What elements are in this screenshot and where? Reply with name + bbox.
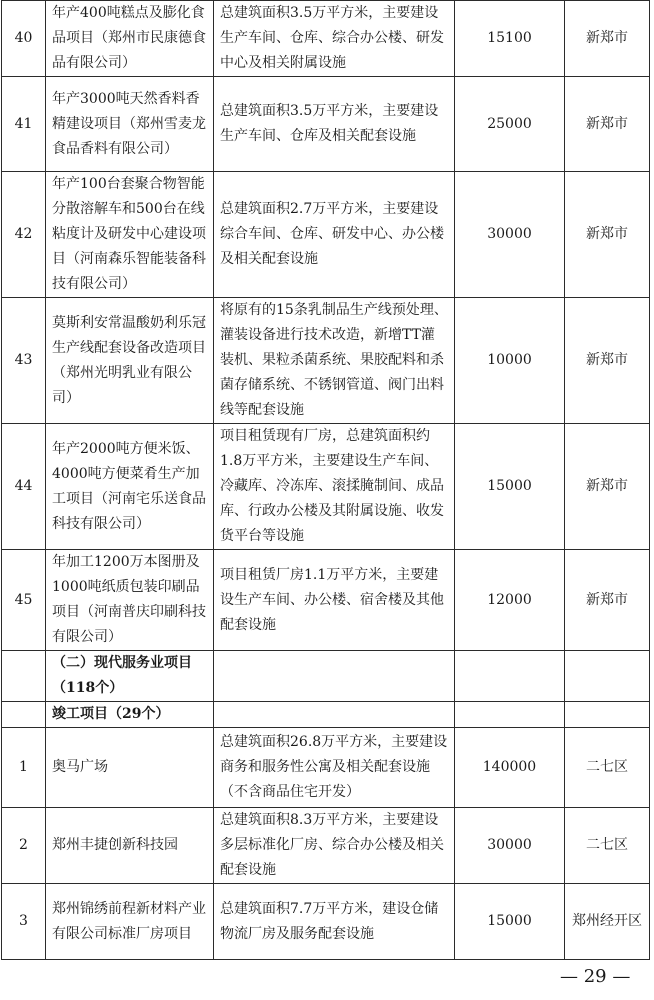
table-row [2, 77, 650, 172]
table-row [2, 884, 650, 960]
project-description: 总建筑面积3.5万平方米，主要建设生产车间、仓库、综合办公楼、研发中心及相关附属设施 [214, 1, 455, 77]
project-location: 新郑市 [565, 424, 650, 550]
project-name: 莫斯利安常温酸奶利乐冠生产线配套设备改造项目（郑州光明乳业有限公司） [46, 298, 214, 424]
project-name: 年产3000吨天然香料香精建设项目（郑州雪麦龙食品香料有限公司） [46, 77, 214, 172]
project-name: 郑州锦绣前程新材料产业有限公司标准厂房项目 [46, 884, 214, 960]
table-row [2, 808, 650, 884]
investment-amount: 30000 [455, 808, 565, 884]
section-empty-cell [214, 651, 455, 702]
project-name: 奥马广场 [46, 728, 214, 808]
table-row [2, 1, 650, 77]
investment-amount: 12000 [455, 550, 565, 651]
project-name: 郑州丰捷创新科技园 [46, 808, 214, 884]
investment-amount: 10000 [455, 298, 565, 424]
investment-amount: 25000 [455, 77, 565, 172]
project-location: 二七区 [565, 728, 650, 808]
project-location: 新郑市 [565, 550, 650, 651]
investment-amount: 15000 [455, 884, 565, 960]
row-number: 2 [2, 808, 46, 884]
project-description: 项目租赁现有厂房，总建筑面积约1.8万平方米，主要建设生产车间、冷藏库、冷冻库、滚揉腌制间、成品库、行政办公楼及其附属设施、收发货平台等设施 [214, 424, 455, 550]
project-location: 新郑市 [565, 77, 650, 172]
section-title: （二）现代服务业项目（118个） [46, 651, 214, 702]
project-name: 年产400吨糕点及膨化食品项目（郑州市民康德食品有限公司） [46, 1, 214, 77]
project-table [1, 0, 650, 960]
project-description: 总建筑面积8.3万平方米，主要建设多层标准化厂房、综合办公楼及相关配套设施 [214, 808, 455, 884]
section-number-cell [2, 651, 46, 702]
subsection-number-cell [2, 702, 46, 728]
investment-amount: 140000 [455, 728, 565, 808]
project-description: 总建筑面积26.8万平方米，主要建设商务和服务性公寓及相关配套设施（不含商品住宅开发） [214, 728, 455, 808]
project-location: 新郑市 [565, 298, 650, 424]
project-description: 总建筑面积7.7万平方米，建设仓储物流厂房及服务配套设施 [214, 884, 455, 960]
row-number: 44 [2, 424, 46, 550]
project-description: 将原有的15条乳制品生产线预处理、灌装设备进行技术改造，新增TT灌装机、果粒杀菌系统、果胶配料和杀菌存储系统、不锈钢管道、阀门出料线等配套设施 [214, 298, 455, 424]
project-location: 郑州经开区 [565, 884, 650, 960]
subsection-empty-cell [565, 702, 650, 728]
project-description: 项目租赁厂房1.1万平方米，主要建设生产车间、办公楼、宿舍楼及其他配套设施 [214, 550, 455, 651]
project-location: 二七区 [565, 808, 650, 884]
row-number: 1 [2, 728, 46, 808]
table-row [2, 728, 650, 808]
investment-amount: 30000 [455, 172, 565, 298]
project-name: 年产100台套聚合物智能分散溶解车和500台在线粘度计及研发中心建设项目（河南森乐智能装备科技有限公司） [46, 172, 214, 298]
table-row [2, 550, 650, 651]
subsection-empty-cell [214, 702, 455, 728]
row-number: 43 [2, 298, 46, 424]
project-location: 新郑市 [565, 1, 650, 77]
table-row [2, 172, 650, 298]
investment-amount: 15100 [455, 1, 565, 77]
subsection-header-row [2, 702, 650, 728]
project-location: 新郑市 [565, 172, 650, 298]
row-number: 41 [2, 77, 46, 172]
row-number: 45 [2, 550, 46, 651]
subsection-title: 竣工项目（29个） [46, 702, 214, 728]
row-number: 42 [2, 172, 46, 298]
row-number: 3 [2, 884, 46, 960]
table-row [2, 424, 650, 550]
section-empty-cell [565, 651, 650, 702]
table-row [2, 298, 650, 424]
section-empty-cell [455, 651, 565, 702]
project-name: 年加工1200万本图册及1000吨纸质包装印刷品项目（河南普庆印刷科技有限公司） [46, 550, 214, 651]
project-description: 总建筑面积2.7万平方米，主要建设综合车间、仓库、研发中心、办公楼及相关配套设施 [214, 172, 455, 298]
project-description: 总建筑面积3.5万平方米，主要建设生产车间、仓库及相关配套设施 [214, 77, 455, 172]
section-header-row [2, 651, 650, 702]
row-number: 40 [2, 1, 46, 77]
project-name: 年产2000吨方便米饭、4000吨方便菜肴生产加工项目（河南宅乐送食品科技有限公司） [46, 424, 214, 550]
investment-amount: 15000 [455, 424, 565, 550]
subsection-empty-cell [455, 702, 565, 728]
page-number: — 29 — [560, 966, 631, 987]
